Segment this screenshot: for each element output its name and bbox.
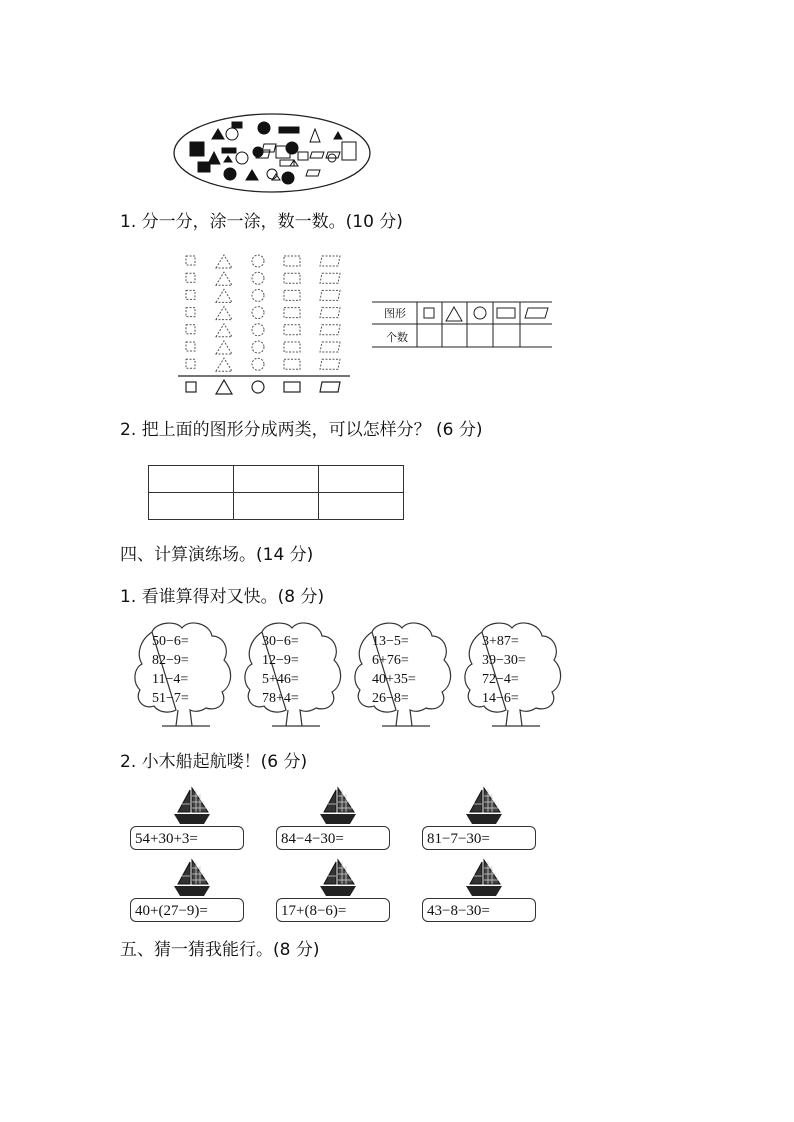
dashed-square[interactable] <box>186 290 195 299</box>
tree-equation: 82−9= <box>152 653 189 668</box>
dashed-square[interactable] <box>186 308 195 317</box>
section4-title: 四、计算演练场。(14 分) <box>120 545 314 565</box>
boat-equation-box[interactable] <box>422 826 536 850</box>
dashed-triangle[interactable] <box>216 272 232 285</box>
count-table-row1-label: 图形 <box>384 307 406 320</box>
dashed-square[interactable] <box>186 273 195 282</box>
tree-equation: 13−5= <box>372 634 409 649</box>
class-cell[interactable] <box>319 493 404 520</box>
dashed-parallelogram[interactable] <box>320 273 340 283</box>
tree-equation: 3+87= <box>482 634 519 649</box>
tree-card <box>352 620 456 730</box>
tree-card <box>242 620 346 730</box>
dashed-parallelogram[interactable] <box>320 256 340 266</box>
shape-columns <box>178 250 350 398</box>
class-cell[interactable] <box>319 466 404 493</box>
class-cell[interactable] <box>234 466 319 493</box>
tree-equation: 5+46= <box>262 672 299 687</box>
dashed-circle[interactable] <box>252 272 264 284</box>
boat-equation-box[interactable] <box>130 898 244 922</box>
tree-equation: 11−4= <box>152 672 189 687</box>
dashed-circle[interactable] <box>252 324 264 336</box>
dashed-rectangle[interactable] <box>284 256 300 266</box>
boat-equation-box[interactable] <box>276 898 390 922</box>
boat-equation: 84−4−30= <box>281 831 344 847</box>
tree-card <box>462 620 566 730</box>
tree-equation: 30−6= <box>262 634 299 649</box>
class-cell[interactable] <box>234 493 319 520</box>
class-cell[interactable] <box>149 493 234 520</box>
tree-equation: 14−6= <box>482 691 519 706</box>
tree-equation: 50−6= <box>152 634 189 649</box>
dashed-square[interactable] <box>186 359 195 368</box>
section4-q2-title: 2. 小木船起航喽！(6 分) <box>120 752 308 772</box>
dashed-parallelogram[interactable] <box>320 308 340 318</box>
dashed-triangle[interactable] <box>216 341 232 354</box>
dashed-parallelogram[interactable] <box>320 359 340 369</box>
dashed-rectangle[interactable] <box>284 359 300 369</box>
boat-icon <box>316 786 360 830</box>
dashed-circle[interactable] <box>252 307 264 319</box>
boat-equation: 81−7−30= <box>427 831 490 847</box>
dashed-square[interactable] <box>186 325 195 334</box>
tree-equation: 78+4= <box>262 691 299 706</box>
boat-icon <box>170 858 214 902</box>
dashed-rectangle[interactable] <box>284 325 300 335</box>
shapes-ellipse <box>172 112 372 194</box>
class-cell[interactable] <box>149 466 234 493</box>
section4-q1-title: 1. 看谁算得对又快。(8 分) <box>120 587 325 607</box>
dashed-rectangle[interactable] <box>284 273 300 283</box>
dashed-circle[interactable] <box>252 358 264 370</box>
tree-equation: 12−9= <box>262 653 299 668</box>
dashed-triangle[interactable] <box>216 255 232 268</box>
dashed-triangle[interactable] <box>216 289 232 302</box>
tree-equation: 51−7= <box>152 691 189 706</box>
tree-equation: 26−8= <box>372 691 409 706</box>
tree-card <box>132 620 236 730</box>
boat-equation-box[interactable] <box>130 826 244 850</box>
dashed-parallelogram[interactable] <box>320 290 340 300</box>
dashed-rectangle[interactable] <box>284 290 300 300</box>
dashed-rectangle[interactable] <box>284 342 300 352</box>
boat-icon <box>170 786 214 830</box>
count-table-row2-label: 个数 <box>386 331 408 344</box>
classification-table <box>148 465 404 520</box>
boat-equation: 54+30+3= <box>135 831 198 847</box>
dashed-parallelogram[interactable] <box>320 325 340 335</box>
dashed-circle[interactable] <box>252 341 264 353</box>
tree-equation: 40+35= <box>372 672 416 687</box>
dashed-parallelogram[interactable] <box>320 342 340 352</box>
dashed-triangle[interactable] <box>216 358 232 371</box>
section3-q2-title: 2. 把上面的图形分成两类，可以怎样分？ (6 分) <box>120 420 483 440</box>
tree-equation: 39−30= <box>482 653 526 668</box>
dashed-rectangle[interactable] <box>284 308 300 318</box>
boat-equation-box[interactable] <box>276 826 390 850</box>
dashed-triangle[interactable] <box>216 324 232 337</box>
dashed-circle[interactable] <box>252 289 264 301</box>
dashed-circle[interactable] <box>252 255 264 267</box>
boat-equation: 40+(27−9)= <box>135 903 208 919</box>
boat-icon <box>462 858 506 902</box>
dashed-triangle[interactable] <box>216 307 232 320</box>
dashed-square[interactable] <box>186 342 195 351</box>
tree-equation: 72−4= <box>482 672 519 687</box>
boat-equation-box[interactable] <box>422 898 536 922</box>
section3-q1-title: 1. 分一分，涂一涂，数一数。(10 分) <box>120 212 403 232</box>
tree-equation: 6+76= <box>372 653 409 668</box>
boat-icon <box>462 786 506 830</box>
boat-equation: 43−8−30= <box>427 903 490 919</box>
boat-equation: 17+(8−6)= <box>281 903 347 919</box>
dashed-square[interactable] <box>186 256 195 265</box>
boat-icon <box>316 858 360 902</box>
section5-title: 五、猜一猜我能行。(8 分) <box>120 940 320 960</box>
